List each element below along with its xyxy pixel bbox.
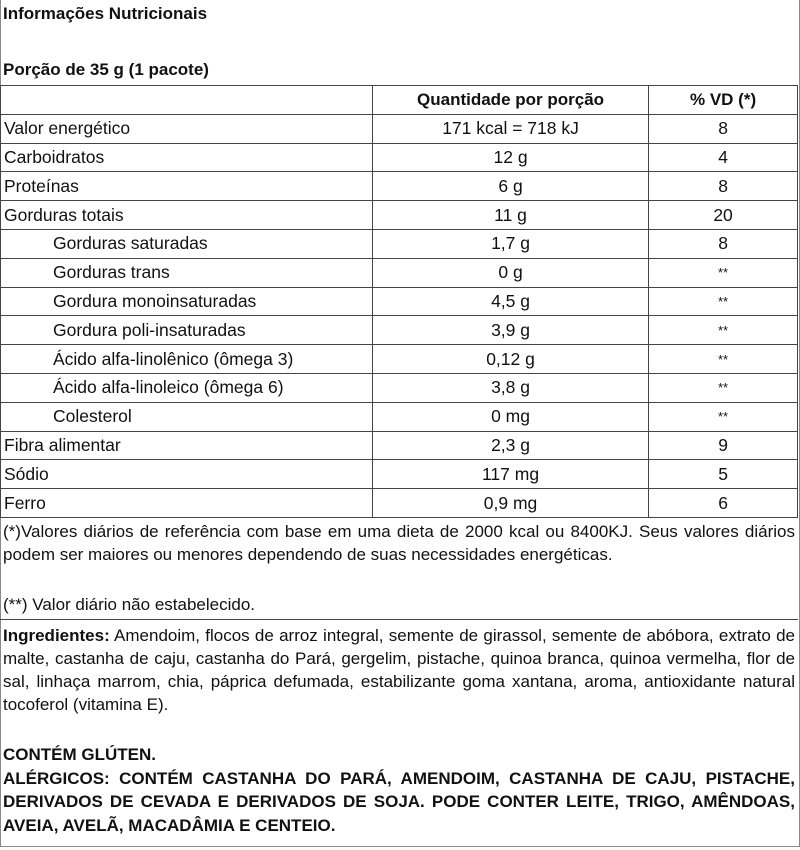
nutrient-name: Gorduras trans [1,258,373,287]
nutrient-vd: ** [649,345,798,374]
nutrient-vd: 6 [649,489,798,518]
header-quantity: Quantidade por porção [372,86,648,115]
table-row [1,402,798,431]
nutrient-vd: 8 [649,229,798,258]
nutrient-qty: 0,12 g [372,345,648,374]
allergens-warning: ALÉRGICOS: CONTÉM CASTANHA DO PARÁ, AMENDOIM, CASTANHA DE CAJU, PISTACHE, DERIVADOS DE CEVADA E DERIVADOS DE SOJA. PODE CONTER LEITE, TRIGO, AMÊNDOAS, AVEIA, AVELÃ, MACADÂMIA E CENTEIO. [3,768,795,835]
table-row [1,143,798,172]
nutrient-vd: 4 [649,143,798,172]
nutrient-qty: 3,8 g [372,373,648,402]
nutrition-table [0,85,798,518]
nutrient-qty: 1,7 g [372,229,648,258]
nutrient-qty: 0,9 mg [372,489,648,518]
page-title: Informações Nutricionais [3,4,208,23]
nutrient-vd: 5 [649,460,798,489]
table-row [1,489,798,518]
nutrient-qty: 4,5 g [372,287,648,316]
ingredients-label: Ingredientes: [3,626,110,645]
nutrient-vd: 8 [649,172,798,201]
nutrient-qty: 2,3 g [372,431,648,460]
nutrient-vd: ** [649,373,798,402]
nutrient-name: Ferro [1,489,373,518]
table-row [1,431,798,460]
table-row [1,287,798,316]
nutrient-vd: 8 [649,114,798,143]
nutrient-qty: 0 mg [372,402,648,431]
table-row [1,345,798,374]
ingredients-text: Amendoim, flocos de arroz integral, semente de girassol, semente de abóbora, extrato de malte, castanha de caju, castanha do Pará, gergelim, pistache, quinoa branca, quinoa vermelha, flor de sal, linhaça marrom, chia, páprica defumada, estabilizante goma xantana, aroma, antioxidante natural tocoferol (vitamina E). [3,626,795,714]
nutrient-name: Gordura poli-insaturadas [1,316,373,345]
nutrient-qty: 117 mg [372,460,648,489]
nutrient-qty: 12 g [372,143,648,172]
nutrient-vd: 9 [649,431,798,460]
serving-size: Porção de 35 g (1 pacote) [3,60,209,79]
table-row [1,114,798,143]
footnote-daily-values: (*)Valores diários de referência com base em uma dieta de 2000 kcal ou 8400KJ. Seus valores diários podem ser maiores ou menores dependendo de suas necessidades energéticas. [3,522,795,564]
nutrient-vd: ** [649,402,798,431]
nutrient-vd: ** [649,287,798,316]
table-row [1,229,798,258]
nutrient-name: Gorduras totais [1,201,373,230]
table-row [1,316,798,345]
header-nutrient [1,86,373,115]
divider [0,619,798,620]
table-header-row [1,86,798,115]
nutrient-name: Sódio [1,460,373,489]
nutrient-name: Colesterol [1,402,373,431]
nutrient-qty: 0 g [372,258,648,287]
nutrient-name: Valor energético [1,114,373,143]
nutrient-qty: 3,9 g [372,316,648,345]
table-row [1,460,798,489]
nutrient-vd: ** [649,316,798,345]
nutrient-name: Carboidratos [1,143,373,172]
table-row [1,201,798,230]
nutrient-qty: 171 kcal = 718 kJ [372,114,648,143]
nutrient-name: Gordura monoinsaturadas [1,287,373,316]
ingredients-block [3,624,795,716]
table-row [1,258,798,287]
nutrient-name: Ácido alfa-linoleico (ômega 6) [1,373,373,402]
table-row [1,172,798,201]
table-row [1,373,798,402]
nutrient-name: Proteínas [1,172,373,201]
nutrient-vd: 20 [649,201,798,230]
nutrient-name: Ácido alfa-linolênico (ômega 3) [1,345,373,374]
header-vd: % VD (*) [649,86,798,115]
warnings-block [3,743,795,837]
nutrient-name: Fibra alimentar [1,431,373,460]
gluten-warning: CONTÉM GLÚTEN. [3,745,156,764]
nutrient-vd: ** [649,258,798,287]
nutrient-qty: 6 g [372,172,648,201]
nutrient-qty: 11 g [372,201,648,230]
footnote-not-established: (**) Valor diário não estabelecido. [3,595,255,614]
nutrient-name: Gorduras saturadas [1,229,373,258]
